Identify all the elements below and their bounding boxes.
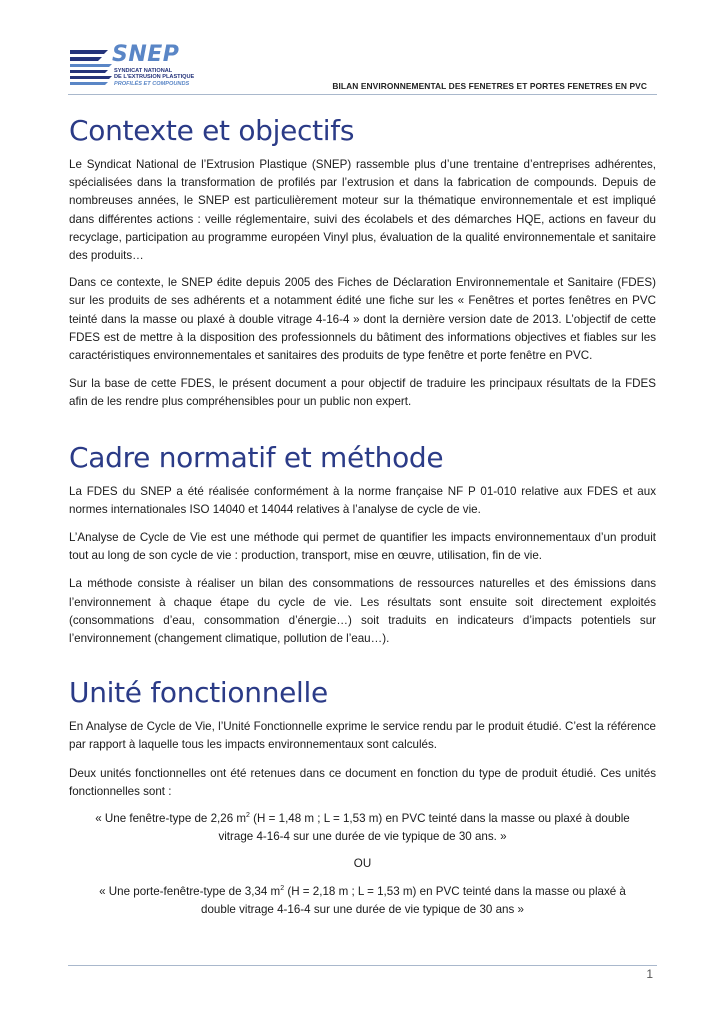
logo-sub-line-1: SYNDICAT NATIONAL xyxy=(114,68,173,74)
window-quote-start: « Une fenêtre-type de 2,26 m xyxy=(95,812,247,826)
heading-functional-unit: Unité fonctionnelle xyxy=(69,676,328,710)
header-divider xyxy=(68,94,657,95)
functional-unit-door xyxy=(69,883,656,919)
functional-unit-window xyxy=(69,810,656,846)
logo-stripes-icon xyxy=(68,44,114,90)
logo-subtitle xyxy=(114,68,194,87)
document-body xyxy=(69,114,656,919)
window-area-exponent: 2 xyxy=(246,812,250,820)
heading-context: Contexte et objectifs xyxy=(69,114,355,147)
unit-paragraph-2: Deux unités fonctionnelles ont été retenues dans ce document en fonction du type de produit étudié. Ces unités fonctionnelles sont : xyxy=(69,766,656,798)
window-quote-end: vitrage 4-16-4 sur une durée de vie typique de 30 ans. » xyxy=(218,830,507,844)
door-quote-end: double vitrage 4-16-4 sur une durée de vie typique de 30 ans » xyxy=(201,902,524,916)
context-paragraph-3: Sur la base de cette FDES, le présent document a pour objectif de traduire les principaux résultats de la FDES afin de les rendre plus compréhensibles pour un public non expert. xyxy=(69,377,656,409)
running-header-title: BILAN ENVIRONNEMENTAL DES FENETRES ET PORTES FENETRES EN PVC xyxy=(332,81,647,91)
method-paragraph-3: La méthode consiste à réaliser un bilan des consommations de ressources naturelles et des émissions dans l’environnement à chaque étape du cycle de vie. Les résultats sont ensuite soit directement exploités (consommations d’eau, consommation d’énergie…) soit traduits en indicateurs d’impacts potentiels sur l’environnement (changement climatique, pollution de l’eau…). xyxy=(69,577,656,646)
heading-method: Cadre normatif et méthode xyxy=(69,440,444,474)
door-quote-start: « Une porte-fenêtre-type de 3,34 m xyxy=(99,884,281,898)
page-number: 1 xyxy=(646,967,653,981)
method-paragraph-2: L’Analyse de Cycle de Vie est une méthode qui permet de quantifier les impacts environnementaux d’un produit tout au long de son cycle de vie : production, transport, mise en œuvre, utilisation, fin de vie. xyxy=(69,531,656,563)
context-paragraph-1: Le Syndicat National de l’Extrusion Plastique (SNEP) rassemble plus d’une trentaine d’entreprises adhérentes, spécialisées dans la transformation de profilés par l’extrusion et dans la fabrication de compounds. Depuis de nombreuses années, le SNEP est particulièrement moteur sur la thématique environnementale et est impliqué dans différentes actions : veille réglementaire, suivi des écolabels et des démarches HQE, actions en faveur du recyclage, participation au programme européen Vinyl plus, évaluation de la qualité environnementale et sanitaire des produits… xyxy=(69,158,656,263)
or-separator: OU xyxy=(353,857,372,871)
unit-paragraph-1: En Analyse de Cycle de Vie, l’Unité Fonctionnelle exprime le service rendu par le produit étudié. C’est la référence par rapport à laquelle tous les impacts environnementaux sont calculés. xyxy=(69,720,656,752)
door-quote-middle: (H = 2,18 m ; L = 1,53 m) en PVC teinté dans la masse ou plaxé à xyxy=(284,884,626,898)
footer-divider xyxy=(68,965,657,966)
door-area-exponent: 2 xyxy=(280,884,285,892)
logo-name: SNEP xyxy=(112,42,180,67)
method-paragraph-1: La FDES du SNEP a été réalisée conformément à la norme française NF P 01-010 relative aux FDES et aux normes internationales ISO 14040 et 14044 relatives à l’analyse de cycle de vie. xyxy=(69,484,656,516)
logo-sub-line-3: PROFILÉS ET COMPOUNDS xyxy=(114,80,190,87)
logo-sub-line-2: DE L'EXTRUSION PLASTIQUE xyxy=(114,74,195,81)
window-quote-middle: (H = 1,48 m ; L = 1,53 m) en PVC teinté dans la masse ou plaxé à double xyxy=(249,812,630,826)
context-paragraph-2: Dans ce contexte, le SNEP édite depuis 2005 des Fiches de Déclaration Environnementale et Sanitaire (FDES) sur les produits de ses adhérents et a notamment édité une fiche sur les « Fenêtres et portes fenêtres en PVC teinté dans la masse ou plaxé à double vitrage 4-16-4 » dont la dernière version date de 2013. L’objectif de cette FDES est de mettre à la disposition des professionnels du bâtiment des informations objectives et fiables sur les caractéristiques environnementales et sanitaires des produits de type fenêtre et porte fenêtre en PVC. xyxy=(69,276,656,363)
snep-logo xyxy=(68,44,218,90)
